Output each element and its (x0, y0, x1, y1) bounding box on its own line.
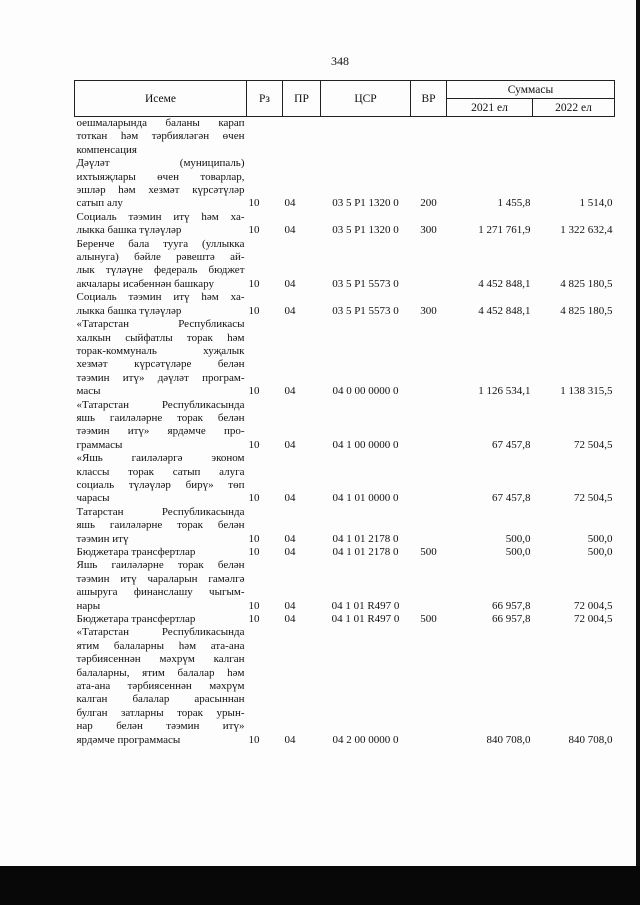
row-csr: 04 1 01 R497 0 (331, 599, 400, 612)
row-sum-2022: 1 138 315,5 (560, 385, 613, 398)
row-name-line: «Татарстан Республикасында (76, 626, 245, 639)
row-vr: 300 (420, 224, 437, 237)
row-name-line: лык түләүне федераль бюджет (76, 264, 245, 277)
row-csr: 04 1 01 0000 0 (332, 492, 399, 505)
row-pr: 04 (284, 438, 296, 451)
row-sum-2022 (533, 117, 615, 158)
row-name-line: балаларны, ятим балалар һәм (76, 666, 245, 679)
row-sum-2021: 500,0 (505, 546, 531, 558)
row-name-line: классы торак сатып алуга (76, 465, 245, 478)
row-vr (411, 238, 447, 292)
row-pr: 04 (284, 224, 296, 237)
row-name-line: Беренче бала тууга (уллыкка (76, 237, 245, 250)
row-name-line: алынуга) бәйле рәвештә ай- (76, 251, 245, 264)
row-csr: 04 1 01 2178 0 (332, 532, 399, 545)
row-sum-2021: 66 957,8 (492, 613, 531, 626)
row-vr: 500 (420, 546, 437, 558)
budget-table (74, 80, 615, 747)
row-name-line: нары (76, 599, 101, 612)
row-rz: 10 (248, 197, 260, 210)
row-name-line: торак-коммуналь хуҗалык (76, 344, 245, 357)
row-name-line: Бюджетара трансфертлар (76, 613, 196, 626)
row-rz: 10 (248, 492, 260, 505)
header-sums: Суммасы (447, 81, 615, 99)
row-vr (411, 506, 447, 546)
scan-bottom-border (0, 866, 640, 905)
header-pr: ПР (283, 81, 321, 117)
row-sum-2021: 840 708,0 (486, 733, 531, 746)
row-pr: 04 (284, 733, 296, 746)
row-name-line: тоткан һәм тәрбияләгән өчен (76, 130, 245, 143)
row-name (75, 291, 247, 318)
header-year-2022: 2022 ел (533, 99, 615, 117)
header-rz: Рз (247, 81, 283, 117)
row-vr (411, 117, 447, 158)
row-pr: 04 (284, 599, 296, 612)
row-pr (283, 117, 321, 158)
row-pr: 04 (284, 546, 296, 558)
table-row (75, 506, 615, 546)
row-name-line: ихтыяҗлары өчен товарлар, (76, 170, 245, 183)
row-vr (411, 452, 447, 506)
row-vr (411, 626, 447, 747)
row-sum-2021 (447, 117, 533, 158)
row-sum-2022: 72 504,5 (574, 492, 613, 505)
row-rz: 10 (248, 385, 260, 398)
row-csr: 04 0 00 0000 0 (332, 385, 399, 398)
row-name (75, 157, 247, 211)
row-name-line: лыкка башка түләүләр (76, 304, 182, 317)
row-rz: 10 (248, 546, 260, 558)
table-row (75, 211, 615, 238)
row-name-line: Яшь гаиләләрне торак белән (76, 559, 245, 572)
row-name-line: тәэмин итү» ярдәмче про- (76, 425, 245, 438)
row-name (75, 399, 247, 453)
row-name-line: яшь гаиләләрне торак белән (76, 519, 245, 532)
row-name-line: булган затларны торак урын- (76, 706, 245, 719)
row-vr (411, 559, 447, 613)
row-pr: 04 (284, 197, 296, 210)
row-name (75, 318, 247, 398)
row-sum-2022: 4 825 180,5 (560, 304, 613, 317)
row-vr: 500 (420, 613, 437, 626)
row-name-line: хезмәт күрсәтүләре белән (76, 358, 245, 371)
row-sum-2021: 1 126 534,1 (478, 385, 531, 398)
row-name-line: чарасы (76, 492, 110, 505)
row-name-line: ашыруга финанслашу чыгым- (76, 586, 245, 599)
row-sum-2022: 72 504,5 (574, 438, 613, 451)
row-pr: 04 (284, 613, 296, 626)
row-name-line: лыкка башка түләүләр (76, 224, 182, 237)
row-csr: 03 5 P1 1320 0 (332, 197, 399, 210)
row-csr: 04 2 00 0000 0 (332, 733, 399, 746)
row-pr: 04 (284, 492, 296, 505)
row-name-line: нар белән тәэмин итү» (76, 720, 245, 733)
row-name-line: «Татарстан Республикасы (76, 318, 245, 331)
row-name-line: акчалары исәбеннән башкару (76, 277, 214, 290)
row-name-line: тәэмин итү» дәүләт програм- (76, 371, 245, 384)
row-vr: 300 (420, 304, 437, 317)
row-rz: 10 (248, 733, 260, 746)
row-name (75, 613, 247, 626)
row-name-line: оешмаларында баланы карап (76, 117, 245, 129)
row-name-line: ятим балаларны һәм ата-ана (76, 639, 245, 652)
row-name-line: ата-ана тәрбиясеннән мәхрүм (76, 680, 245, 693)
row-name-line: тәэмин итү (76, 532, 129, 545)
row-rz: 10 (248, 304, 260, 317)
row-sum-2021: 500,0 (505, 532, 531, 545)
row-name (75, 452, 247, 506)
row-name (75, 238, 247, 292)
row-name-line: Социаль тәэмин итү һәм ха- (76, 291, 245, 304)
row-pr: 04 (284, 532, 296, 545)
row-name-line: сатып алу (76, 197, 123, 210)
row-name-line: граммасы (76, 438, 123, 451)
row-vr: 200 (420, 197, 437, 210)
row-name-line: социаль түләүләр бирү» төп (76, 478, 245, 491)
row-sum-2021: 1 455,8 (497, 197, 531, 210)
table-row (75, 559, 615, 613)
table-row (75, 546, 615, 559)
row-sum-2022: 72 004,5 (574, 599, 613, 612)
table-row (75, 117, 615, 158)
row-pr: 04 (284, 277, 296, 290)
row-rz: 10 (248, 224, 260, 237)
row-sum-2022: 1 514,0 (579, 197, 613, 210)
row-sum-2022: 1 322 632,4 (560, 224, 613, 237)
row-sum-2021: 67 457,8 (492, 492, 531, 505)
row-vr (411, 318, 447, 398)
row-csr: 04 1 01 R497 0 (331, 613, 400, 626)
row-name-line: Татарстан Республикасында (76, 505, 245, 518)
row-rz: 10 (248, 613, 260, 626)
table-row (75, 399, 615, 453)
row-name-line: халкын сыйфатлы торак һәм (76, 331, 245, 344)
row-name (75, 117, 247, 158)
row-name-line: тәэмин итү чараларын гамәлгә (76, 572, 245, 585)
table-row (75, 626, 615, 747)
table-row (75, 613, 615, 626)
row-csr: 03 5 P1 5573 0 (332, 277, 399, 290)
table-row (75, 291, 615, 318)
page-number: 348 (331, 54, 349, 68)
row-sum-2022: 840 708,0 (568, 733, 613, 746)
row-name-line: компенсация (76, 143, 137, 156)
table-body (75, 117, 615, 748)
row-vr (411, 399, 447, 453)
row-name (75, 506, 247, 546)
row-name (75, 546, 247, 559)
row-sum-2021: 66 957,8 (492, 599, 531, 612)
row-sum-2022: 4 825 180,5 (560, 277, 613, 290)
row-name (75, 211, 247, 238)
row-name-line: яшь гаиләләрне торак белән (76, 411, 245, 424)
table-row (75, 452, 615, 506)
header-name: Исеме (75, 81, 247, 117)
row-sum-2021: 4 452 848,1 (478, 304, 531, 317)
row-name-line: ярдәмче программасы (76, 733, 181, 746)
header-year-2021: 2021 ел (447, 99, 533, 117)
row-pr: 04 (284, 385, 296, 398)
scan-edge (636, 0, 640, 866)
row-name-line: «Яшь гаиләләргә эконом (76, 452, 245, 465)
row-sum-2021: 4 452 848,1 (478, 277, 531, 290)
row-csr: 03 5 P1 5573 0 (332, 304, 399, 317)
row-sum-2022: 500,0 (587, 532, 613, 545)
row-rz: 10 (248, 532, 260, 545)
row-name-line: «Татарстан Республикасында (76, 398, 245, 411)
row-sum-2022: 500,0 (587, 546, 613, 558)
row-rz (247, 117, 283, 158)
row-name-line: Бюджетара трансфертлар (76, 546, 196, 558)
row-csr: 04 1 01 2178 0 (332, 546, 399, 558)
row-sum-2021: 1 271 761,9 (478, 224, 531, 237)
table-row (75, 238, 615, 292)
row-name (75, 559, 247, 613)
table-row (75, 157, 615, 211)
row-rz: 10 (248, 438, 260, 451)
row-name-line: эшләр һәм хезмәт күрсәтүләр (76, 184, 245, 197)
row-name-line: масы (76, 385, 101, 398)
row-name-line: Социаль тәэмин итү һәм ха- (76, 210, 245, 223)
row-name (75, 626, 247, 747)
row-sum-2021: 67 457,8 (492, 438, 531, 451)
row-pr: 04 (284, 304, 296, 317)
row-rz: 10 (248, 277, 260, 290)
header-vr: ВР (411, 81, 447, 117)
row-csr: 04 1 00 0000 0 (332, 438, 399, 451)
row-rz: 10 (248, 599, 260, 612)
row-csr: 03 5 P1 1320 0 (332, 224, 399, 237)
row-csr (321, 117, 411, 158)
row-name-line: Дәүләт (муниципаль) (76, 157, 245, 170)
row-name-line: калган балалар арасыннан (76, 693, 245, 706)
row-name-line: тәрбиясеннән мәхрүм калган (76, 653, 245, 666)
row-sum-2022: 72 004,5 (574, 613, 613, 626)
table-row (75, 318, 615, 398)
header-csr: ЦСР (321, 81, 411, 117)
